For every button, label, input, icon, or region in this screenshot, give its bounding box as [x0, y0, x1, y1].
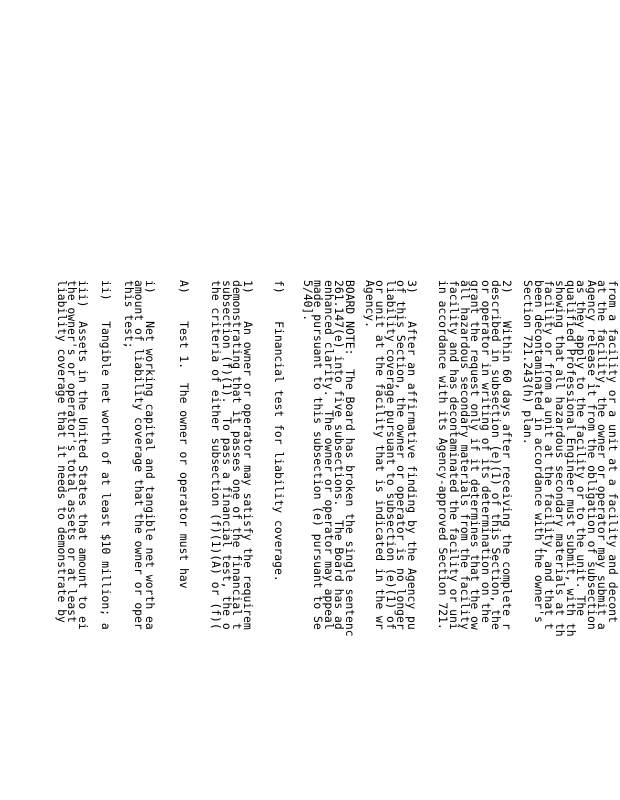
- rotated-text-block: [54, 280, 620, 800]
- paragraph-affirmative-finding: 3) After an affirmative finding by the Agency pu of this Section, the owner or operator is no longer liability coverage pursuant to subsection (e)(1) of or unit at the facility that is indicated in the wr Agency.: [362, 280, 419, 630]
- subsection-test-1: A) Test 1. The owner or operator must hav: [177, 280, 191, 589]
- list-item-ii: ii) Tangible net worth of at least $10 million; a: [99, 280, 113, 630]
- paragraph-financial-test-requirement: 1) An owner or operator may satisfy the requirem demonstrating that it passes one of the financial t subsection (f)(1). To pass a financial test, the o the criteria of either subsection (f)(1)(A) or (f)(: [209, 280, 255, 630]
- list-item-i: i) Net working capital and tangible net worth ea amount of liability coverage that the owner or oper this test;: [121, 280, 157, 630]
- paragraph-agency-determination: 2) Within 60 days after receiving the complete r described in subsection (e)(1) of this Section, the or operator in writing of its determination on the grant the request only if it determines that the ow all hazardous secondary materials from the facility facility and has decontaminated the facility or uni in accordance with its Agency-approved Section 721.: [436, 280, 514, 630]
- board-note: BOARD NOTE: The Board has broken the single sentenc 261.147(e) into five subsections. The Board has ad enhanced clarity. The owner or operator may appeal made pursuant to this subsection (e) pursuant to Se 5/40].: [300, 280, 357, 637]
- paragraph-release-request: from a facility or a unit at a facility and decont at the facility, the owner or operator may submit a Agency release it from the obligation of subsection as they apply to the facility or to the unit. The qualified Professional Engineer must submit, with th showing that all hazardous secondary materials at th facility or from a unit at the facility, and that t been decontaminated in accordance with the owner's Section 721.243(h) plan.: [521, 280, 620, 637]
- list-item-iii: iii) Assets in the United States that amount to ei the owner's or operator's total assets or at least liability coverage that it needs to demonstrate by: [54, 280, 90, 630]
- section-heading-financial-test: f) Financial test for liability coverage.: [272, 280, 286, 582]
